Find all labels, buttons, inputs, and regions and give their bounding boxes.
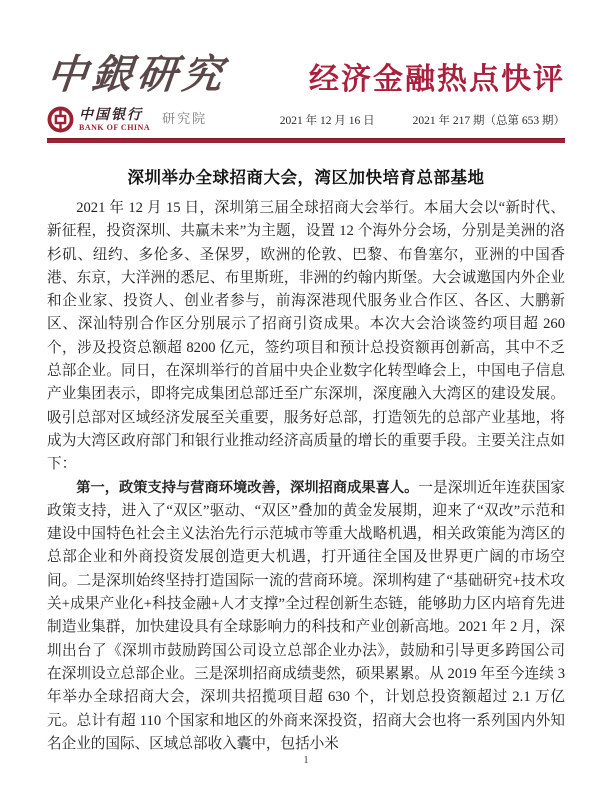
bank-name-english: BANK OF CHINA [79,122,151,132]
article-body [47,164,565,756]
bank-of-china-logo-icon [47,106,74,133]
paragraph-2-text: 一是深圳近年连获国家政策支持，进入了“双区”驱动、“双区”叠加的黄金发展期，迎来了“双改”示范和建设中国特色社会主义法治先行示范城市等重大战略机遇，相关政策能为湾区的总部企业和外商投资发展创造更大机遇，打开通往全国及世界更广阔的市场空间。二是深圳始终坚持打造国际一流的营商环境。深圳构建了“基础研究+技术攻关+成果产业化+科技金融+人才支撑”全过程创新生态链，能够助力区内培育先进制造业集群，加快建设具有全球影响力的科技和产业创新高地。2021 年 2 月，深圳出台了《深圳市鼓励跨国公司设立总部企业办法》，鼓励和引导更多跨国公司在深圳设立总部企业。三是深圳招商成绩斐然，硕果累累。从 2019 年至今连续 3 年举办全球招商大会，深圳共招揽项目超 630 个，计划总投资额超过 2.1 万亿元。总计有超 110 个国家和地区的外商来深投资，招商大会也将一系列国内外知名企业的国际、区域总部收入囊中，包括小米 [47,479,565,752]
bank-name-chinese: 中国银行 [79,106,143,123]
masthead-top-row [44,50,565,100]
paragraph-1 [47,197,565,477]
paragraph-2 [47,477,565,757]
page-number: 1 [303,755,309,766]
brand-calligraphy: 中銀研究 [44,51,230,98]
bank-identity [47,106,207,133]
publication-date: 2021 年 12 月 16 日 [279,115,375,127]
article-text [47,197,565,756]
issue-number: 2021 年 217 期（总第 653 期） [412,115,565,127]
masthead-divider [47,138,565,143]
paragraph-1-text: 2021 年 12 月 15 日，深圳第三届全球招商大会举行。本届大会以“新时代、新征程，投资深圳、共赢未来”为主题，设置 12 个海外分会场，分别是美洲的洛杉矶、纽约、多伦多、圣保罗，欧洲的伦敦、巴黎、布鲁塞尔，亚洲的中国香港、东京，大洋洲的悉尼、布里斯班，非洲的约翰内斯堡。大会诚邀国内外企业和企业家、投资人、创业者参与，前海深港现代服务业合作区、各区、大鹏新区、深汕特别合作区分别展示了招商引资成果。本次大会洽谈签约项目超 260 个，涉及投资总额超 8200 亿元，签约项目和预计总投资额再创新高，其中不乏总部企业。同日，在深圳举行的首届中央企业数字化转型峰会上，中国电子信息产业集团表示，即将完成集团总部迁至广东深圳，深度融入大湾区的建设发展。吸引总部对区域经济发展至关重要，服务好总部，打造领先的总部产业基地，将成为大湾区政府部门和银行业推动经济高质量的增长的重要手段。主要关注点如下： [47,200,565,473]
masthead [44,50,565,143]
institute-label: 研究院 [162,111,208,126]
bank-name-block [79,108,150,132]
paragraph-2-lead: 第一，政策支持与营商环境改善，深圳招商成果喜人。 [76,479,419,496]
masthead-bottom-row [47,106,565,133]
issue-info [280,112,565,133]
article-title: 深圳举办全球招商大会，湾区加快培育总部基地 [127,169,485,187]
publication-title: 经济金融热点快评 [309,63,565,96]
